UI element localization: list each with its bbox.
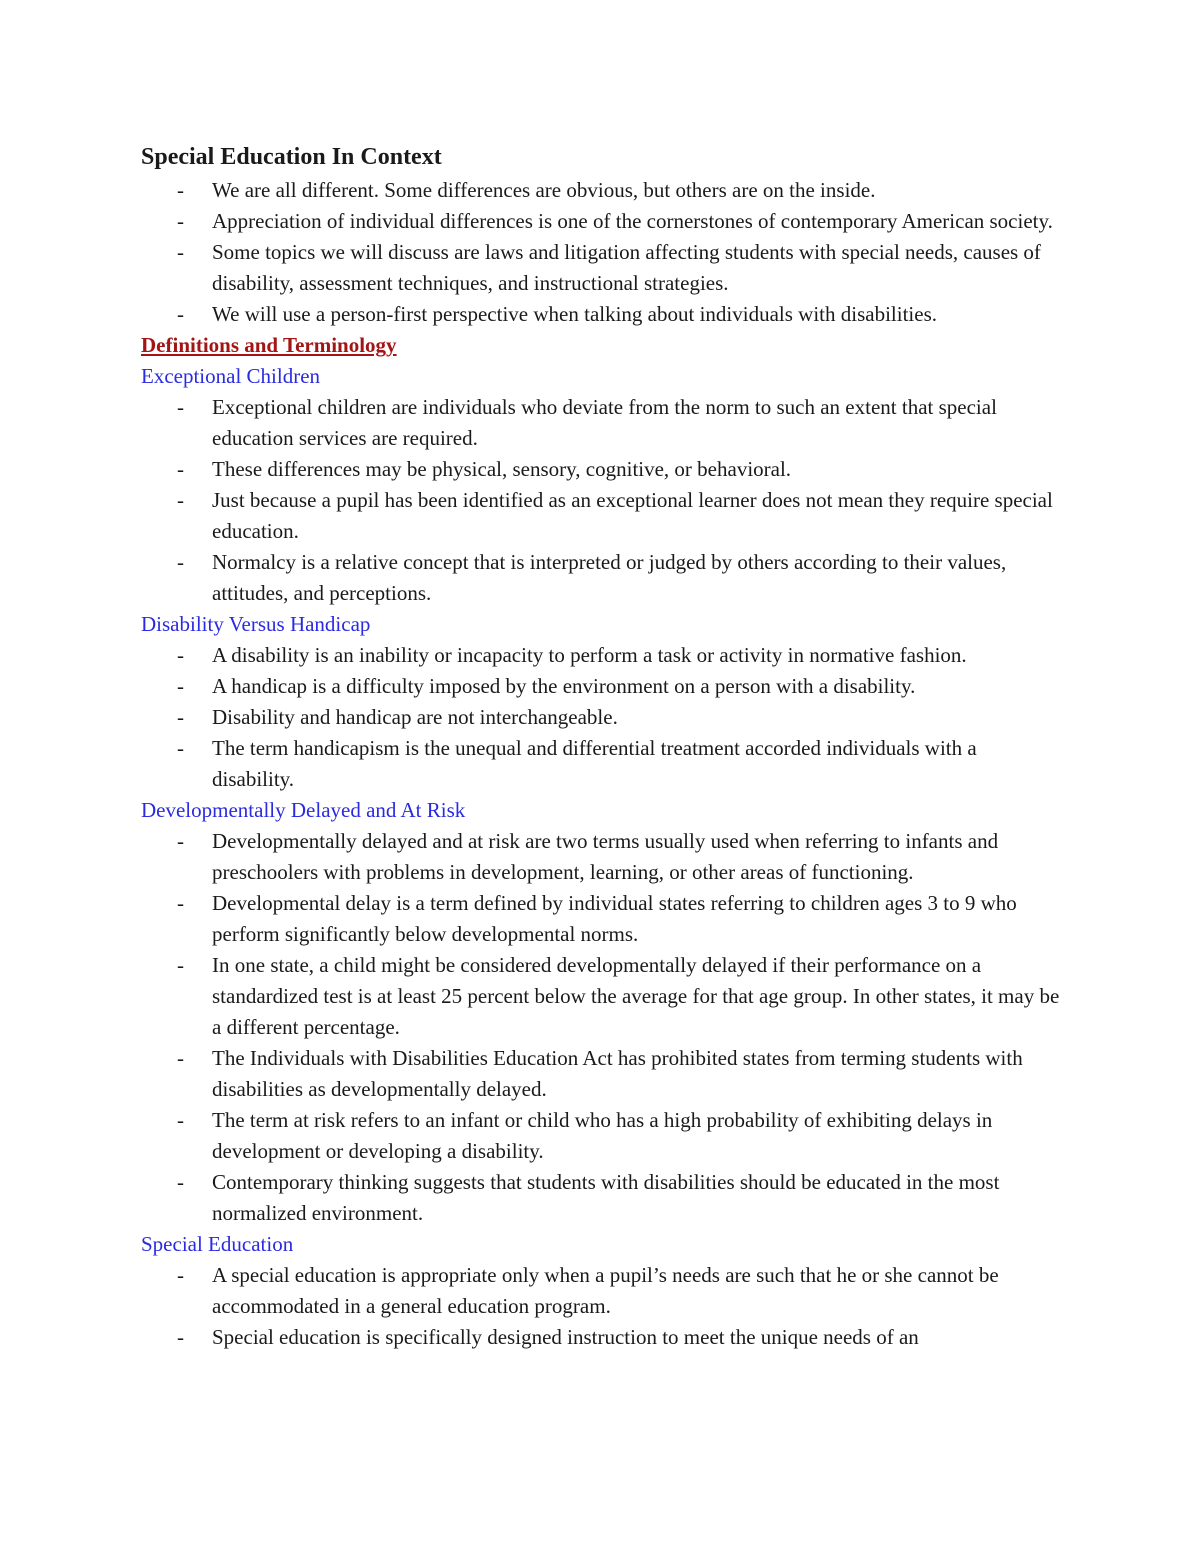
bullet-text: Appreciation of individual differences is one of the cornerstones of contemporary American society. <box>212 209 1053 233</box>
developmentally-delayed-list <box>141 826 1071 1229</box>
subheading-disability-versus-handicap: Disability Versus Handicap <box>141 612 371 636</box>
list-item <box>141 950 1060 1043</box>
subheading-exceptional-children: Exceptional Children <box>141 364 321 388</box>
list-item <box>141 299 1060 330</box>
bullet-text: Special education is specifically designed instruction to meet the unique needs of an <box>212 1325 919 1349</box>
bullet-dash: - <box>177 829 184 853</box>
bullet-dash: - <box>177 1108 184 1132</box>
list-item <box>141 671 1060 702</box>
list-item <box>141 733 1060 795</box>
bullet-dash: - <box>177 705 184 729</box>
bullet-text: The term at risk refers to an infant or child who has a high probability of exhibiting delays in development or developing a disability. <box>212 1108 993 1163</box>
bullet-text: Normalcy is a relative concept that is interpreted or judged by others according to their values, attitudes, and perceptions. <box>212 550 1007 605</box>
list-item <box>141 392 1060 454</box>
intro-bullet-list <box>141 175 1071 330</box>
list-item <box>141 175 1060 206</box>
bullet-text: Developmentally delayed and at risk are two terms usually used when referring to infants and preschoolers with problems in development, learning, or other areas of functioning. <box>212 829 999 884</box>
bullet-dash: - <box>177 178 184 202</box>
bullet-text: The Individuals with Disabilities Education Act has prohibited states from terming students with disabilities as developmentally delayed. <box>212 1046 1023 1101</box>
bullet-text: Contemporary thinking suggests that students with disabilities should be educated in the most normalized environment. <box>212 1170 1000 1225</box>
bullet-dash: - <box>177 953 184 977</box>
bullet-dash: - <box>177 1325 184 1349</box>
list-item <box>141 454 1060 485</box>
bullet-text: Exceptional children are individuals who deviate from the norm to such an extent that special education services are required. <box>212 395 997 450</box>
list-item <box>141 702 1060 733</box>
bullet-dash: - <box>177 643 184 667</box>
bullet-text: In one state, a child might be considered developmentally delayed if their performance on a standardized test is at least 25 percent below the average for that age group. In other states, it may be a different percentage. <box>212 953 1060 1039</box>
subheading-special-education: Special Education <box>141 1232 294 1256</box>
bullet-dash: - <box>177 1046 184 1070</box>
bullet-dash: - <box>177 209 184 233</box>
list-item <box>141 206 1060 237</box>
bullet-text: Just because a pupil has been identified as an exceptional learner does not mean they require special education. <box>212 488 1053 543</box>
list-item <box>141 826 1060 888</box>
list-item <box>141 1105 1060 1167</box>
special-education-list <box>141 1260 1071 1353</box>
bullet-dash: - <box>177 891 184 915</box>
bullet-dash: - <box>177 457 184 481</box>
list-item <box>141 1043 1060 1105</box>
subheading-developmentally-delayed: Developmentally Delayed and At Risk <box>141 798 466 822</box>
list-item <box>141 547 1060 609</box>
bullet-text: Some topics we will discuss are laws and litigation affecting students with special needs, causes of disability, assessment techniques, and instructional strategies. <box>212 240 1041 295</box>
list-item <box>141 640 1060 671</box>
bullet-text: These differences may be physical, sensory, cognitive, or behavioral. <box>212 457 792 481</box>
definitions-heading: Definitions and Terminology <box>141 333 397 357</box>
list-item <box>141 1322 1060 1353</box>
list-item <box>141 1260 1060 1322</box>
list-item <box>141 485 1060 547</box>
bullet-text: A handicap is a difficulty imposed by the environment on a person with a disability. <box>212 674 916 698</box>
list-item <box>141 888 1060 950</box>
bullet-text: The term handicapism is the unequal and differential treatment accorded individuals with a disability. <box>212 736 977 791</box>
bullet-dash: - <box>177 302 184 326</box>
exceptional-children-list <box>141 392 1071 609</box>
bullet-text: A disability is an inability or incapacity to perform a task or activity in normative fashion. <box>212 643 967 667</box>
disability-handicap-list <box>141 640 1071 795</box>
bullet-text: Developmental delay is a term defined by individual states referring to children ages 3 to 9 who perform significantly below developmental norms. <box>212 891 1017 946</box>
bullet-text: A special education is appropriate only when a pupil’s needs are such that he or she cannot be accommodated in a general education program. <box>212 1263 999 1318</box>
bullet-dash: - <box>177 674 184 698</box>
bullet-text: Disability and handicap are not interchangeable. <box>212 705 618 729</box>
bullet-text: We will use a person-first perspective when talking about individuals with disabilities. <box>212 302 937 326</box>
bullet-dash: - <box>177 395 184 419</box>
bullet-dash: - <box>177 240 184 264</box>
bullet-dash: - <box>177 736 184 760</box>
document-page <box>141 140 1071 1353</box>
bullet-dash: - <box>177 488 184 512</box>
bullet-dash: - <box>177 1170 184 1194</box>
list-item <box>141 237 1060 299</box>
bullet-dash: - <box>177 550 184 574</box>
bullet-dash: - <box>177 1263 184 1287</box>
bullet-text: We are all different. Some differences are obvious, but others are on the inside. <box>212 178 876 202</box>
document-title: Special Education In Context <box>141 144 442 170</box>
list-item <box>141 1167 1060 1229</box>
